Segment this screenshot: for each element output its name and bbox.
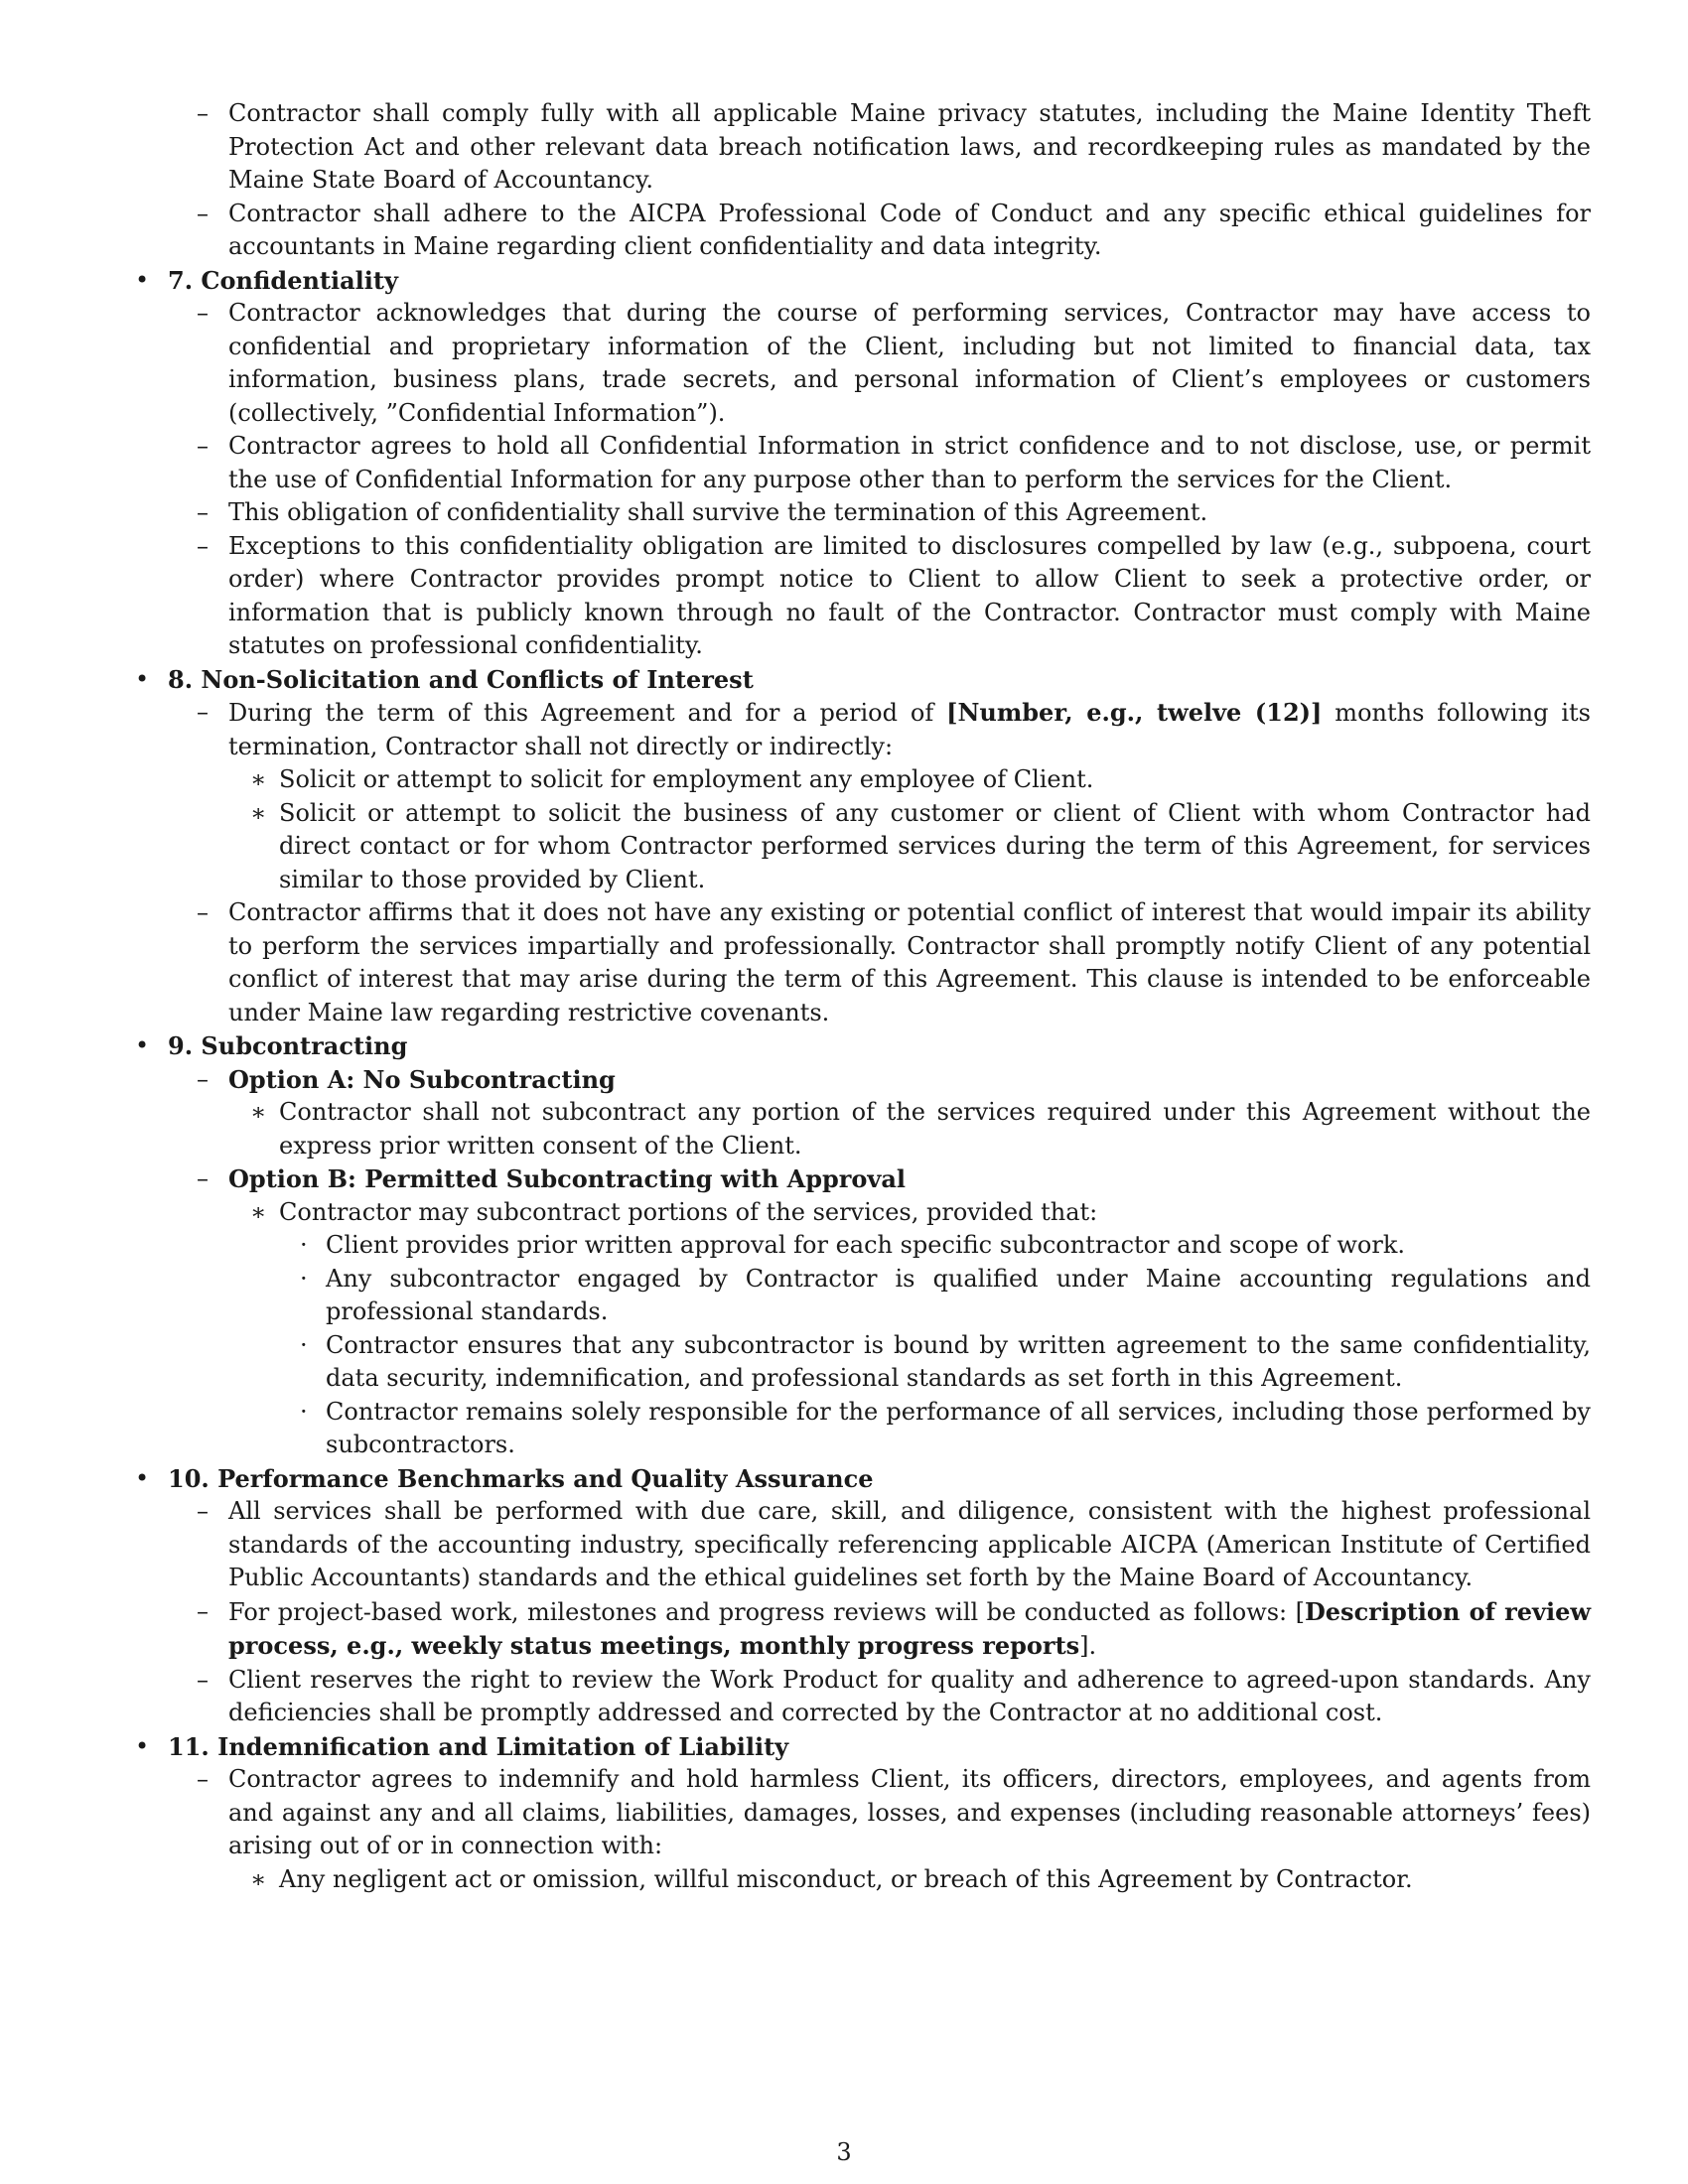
- dot-marker: ·: [300, 1397, 308, 1426]
- bullet-marker: •: [135, 664, 150, 693]
- star-marker: ∗: [250, 1098, 267, 1126]
- list-item: – During the term of this Agreement and for a period of [Number, e.g., twelve (12)] months following its termination, Contractor shall not directly or indirectly:: [197, 698, 1592, 760]
- bullet-marker: •: [135, 1731, 150, 1760]
- list-item: [135, 97, 1591, 198]
- list-item: [135, 1396, 1591, 1462]
- dash-marker: –: [197, 1596, 209, 1625]
- list-item: [135, 1763, 1591, 1863]
- section-heading-11: • 11. Indemnification and Limitation of Liability: [135, 1730, 1591, 1764]
- dot-marker: ·: [300, 1264, 308, 1293]
- clause-text: All services shall be performed with due care, skill, and diligence, consistent with the highest professional standards of the accounting industry, specifically referencing applicable AICPA (American Institute of Certified Public Accountants) standards and the ethical guidelines set forth by the Maine Board of Accountancy.: [228, 1497, 1591, 1591]
- list-item: [135, 496, 1591, 530]
- clause-text: Contractor acknowledges that during the course of performing services, Contractor may have access to confidential and proprietary information of the Client, including but not limited to financial data, tax information, business plans, trade secrets, and personal information of Client’s employees or customers (collectively, ”Confidential Information”).: [228, 299, 1591, 427]
- list-item: [135, 1263, 1591, 1329]
- clause-text: Contractor agrees to hold all Confidential Information in strict confidence and to not disclose, use, or permit the use of Confidential Information for any purpose other than to perform the services for the Client.: [228, 432, 1591, 493]
- clause-text: Solicit or attempt to solicit the business of any customer or client of Client with whom Contractor had direct contact or for whom Contractor performed services during the term of this Agreement, for services similar to those provided by Client.: [279, 798, 1591, 893]
- dash-marker: –: [197, 99, 209, 127]
- dash-marker: –: [197, 1164, 209, 1192]
- document-body: [135, 97, 1591, 1896]
- dash-marker: –: [197, 1497, 209, 1525]
- clause-text: Client reserves the right to review the Work Product for quality and adherence to agreed-upon standards. Any deficiencies shall be promptly addressed and corrected by the Contractor at no additional cost.: [228, 1665, 1591, 1726]
- list-item: [135, 430, 1591, 496]
- list-item: [135, 1495, 1591, 1595]
- placeholder-field: [Number, e.g., twelve (12)]: [946, 698, 1323, 727]
- dash-marker: –: [197, 531, 209, 560]
- bullet-marker: •: [135, 1031, 150, 1059]
- list-item: [135, 1196, 1591, 1230]
- list-item: [135, 797, 1591, 897]
- clause-text: Any negligent act or omission, willful misconduct, or breach of this Agreement by Contractor.: [279, 1864, 1413, 1893]
- clause-text: Contractor shall comply fully with all applicable Maine privacy statutes, including the Maine Identity Theft Protection Act and other relevant data breach notification laws, and recordkeeping rules as mandated by the Maine State Board of Accountancy.: [228, 99, 1591, 194]
- section-heading-10: • 10. Performance Benchmarks and Quality Assurance: [135, 1462, 1591, 1496]
- clause-text: Contractor remains solely responsible for the performance of all services, including those performed by subcontractors.: [326, 1397, 1591, 1458]
- clause-text: Contractor may subcontract portions of the services, provided that:: [279, 1197, 1098, 1226]
- list-item: [135, 1096, 1591, 1162]
- list-item: [135, 1229, 1591, 1263]
- list-item: [135, 297, 1591, 430]
- dash-marker: –: [197, 1665, 209, 1694]
- page-number: 3: [836, 2138, 852, 2166]
- list-item: [135, 1863, 1591, 1897]
- dash-marker: –: [197, 432, 209, 460]
- list-item: [135, 530, 1591, 663]
- placeholder-field: Description of review process, e.g., weekly status meetings, monthly progress reports: [228, 1596, 1592, 1660]
- dash-marker: –: [197, 299, 209, 327]
- option-a-title: – Option A: No Subcontracting: [135, 1063, 1591, 1097]
- star-marker: ∗: [250, 798, 267, 827]
- dash-marker: –: [197, 498, 209, 526]
- dash-marker: –: [197, 1765, 209, 1793]
- clause-text: Client provides prior written approval for each specific subcontractor and scope of work.: [326, 1231, 1405, 1259]
- dash-marker: –: [197, 898, 209, 926]
- option-b-title: – Option B: Permitted Subcontracting with Approval: [135, 1162, 1591, 1196]
- star-marker: ∗: [250, 1864, 267, 1893]
- star-marker: ∗: [250, 765, 267, 793]
- clause-text: Solicit or attempt to solicit for employment any employee of Client.: [279, 765, 1094, 793]
- dash-marker: –: [197, 199, 209, 227]
- section-heading-7: • 7. Confidentiality: [135, 264, 1591, 298]
- list-item: [135, 1664, 1591, 1730]
- list-item: [135, 763, 1591, 797]
- dot-marker: ·: [300, 1231, 308, 1259]
- clause-text: Contractor shall adhere to the AICPA Professional Code of Conduct and any specific ethical guidelines for accountants in Maine regarding client confidentiality and data integrity.: [228, 199, 1591, 260]
- list-item: [135, 198, 1591, 264]
- clause-text: Contractor affirms that it does not have any existing or potential conflict of interest that would impair its ability to perform the services impartially and professionally. Contractor shall promptly notify Client of any potential conflict of interest that may arise during the term of this Agreement. This clause is intended to be enforceable under Maine law regarding restrictive covenants.: [228, 898, 1591, 1026]
- dot-marker: ·: [300, 1330, 308, 1359]
- section-heading-8: • 8. Non-Solicitation and Conflicts of Interest: [135, 663, 1591, 697]
- bullet-marker: •: [135, 265, 150, 294]
- list-item: – For project-based work, milestones and progress reviews will be conducted as follows: [Description of review process, e.g., weekly status meetings, monthly progress reports].: [197, 1596, 1592, 1660]
- clause-text: Contractor agrees to indemnify and hold harmless Client, its officers, directors, employees, and agents from and against any and all claims, liabilities, damages, losses, and expenses (including reasonable attorneys’ fees) arising out of or in connection with:: [228, 1765, 1591, 1859]
- list-item: [135, 1329, 1591, 1396]
- section-heading-9: • 9. Subcontracting: [135, 1029, 1591, 1063]
- bullet-marker: •: [135, 1463, 150, 1492]
- list-item: [135, 896, 1591, 1029]
- star-marker: ∗: [250, 1197, 267, 1226]
- clause-text: Contractor shall not subcontract any portion of the services required under this Agreement without the express prior written consent of the Client.: [279, 1098, 1591, 1160]
- dash-marker: –: [197, 1064, 209, 1093]
- clause-text: This obligation of confidentiality shall survive the termination of this Agreement.: [228, 498, 1208, 526]
- dash-marker: –: [197, 698, 209, 726]
- clause-text: Any subcontractor engaged by Contractor is qualified under Maine accounting regulations and professional standards.: [326, 1264, 1591, 1325]
- clause-text: Exceptions to this confidentiality obligation are limited to disclosures compelled by law (e.g., subpoena, court order) where Contractor provides prompt notice to Client to allow Client to seek a protective order, or information that is publicly known through no fault of the Contractor. Contractor must comply with Maine statutes on professional confidentiality.: [228, 531, 1591, 659]
- clause-text: Contractor ensures that any subcontractor is bound by written agreement to the same confidentiality, data security, indemnification, and professional standards as set forth in this Agreement.: [326, 1330, 1591, 1392]
